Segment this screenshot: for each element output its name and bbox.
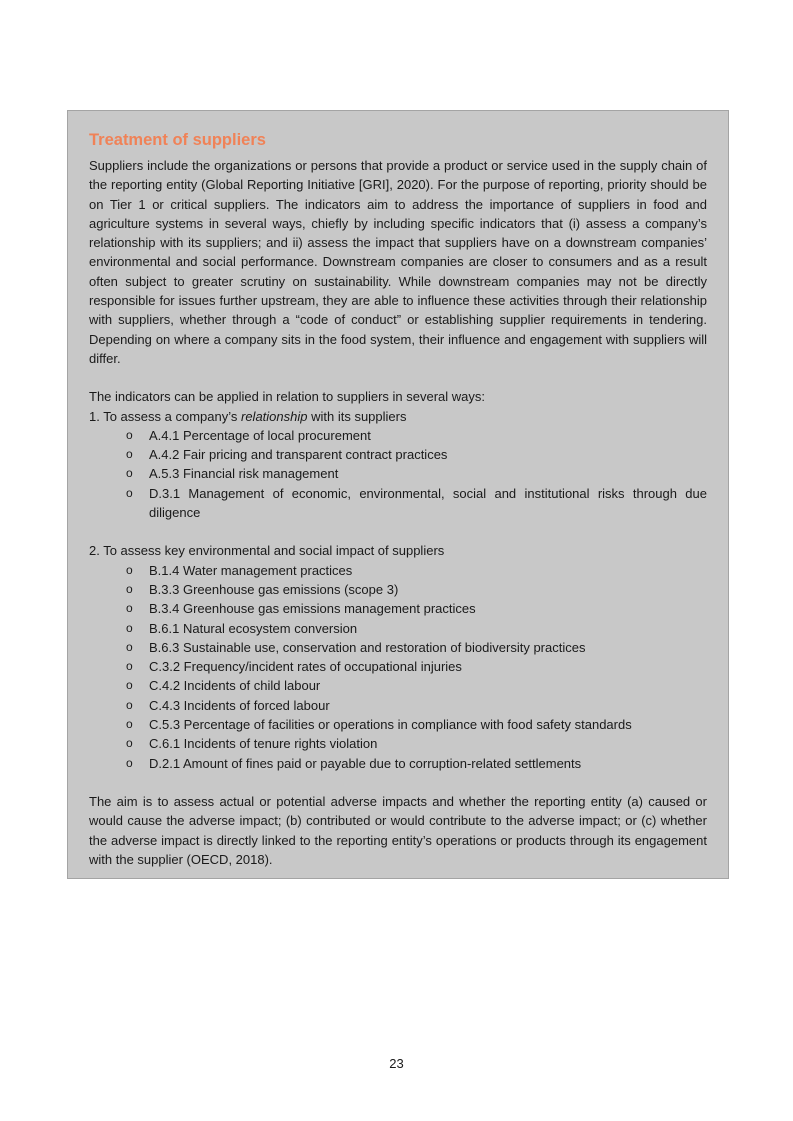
list-item-text: C.3.2 Frequency/incident rates of occupational injuries — [149, 659, 462, 675]
bullet-icon: o — [126, 466, 133, 481]
list-item — [89, 426, 707, 445]
list-item — [89, 638, 707, 657]
spacer — [89, 368, 707, 387]
list-item — [89, 464, 707, 483]
bullet-icon: o — [126, 562, 133, 577]
list2-heading: 2. To assess key environmental and social impact of suppliers — [89, 543, 445, 559]
box-title: Treatment of suppliers — [89, 131, 266, 149]
list-item — [89, 676, 707, 695]
list-item — [89, 619, 707, 638]
list-item — [89, 657, 707, 676]
bullet-icon: o — [126, 620, 133, 635]
list-item-text: B.1.4 Water management practices — [149, 562, 353, 578]
list1-heading — [89, 407, 707, 426]
list-item-text: B.3.4 Greenhouse gas emissions management practices — [149, 601, 476, 617]
spacer — [89, 773, 707, 792]
list-item — [89, 734, 707, 753]
list1-items — [89, 426, 707, 522]
bullet-icon: o — [126, 485, 133, 500]
list1-heading-prefix: 1. To assess a company’s — [89, 408, 241, 424]
list-item-text: A.4.2 Fair pricing and transparent contract practices — [149, 447, 448, 463]
applied-intro: The indicators can be applied in relation to suppliers in several ways: — [89, 389, 485, 405]
bullet-icon: o — [126, 736, 133, 751]
bullet-icon: o — [126, 697, 133, 712]
list-item — [89, 715, 707, 734]
bullet-icon: o — [126, 447, 133, 462]
list-item-text: B.6.1 Natural ecosystem conversion — [149, 620, 358, 636]
bullet-icon: o — [126, 427, 133, 442]
list-item-text: C.5.3 Percentage of facilities or operations in compliance with food safety standards — [149, 717, 632, 733]
list-item-text: C.6.1 Incidents of tenure rights violation — [149, 736, 378, 752]
list-item — [89, 580, 707, 599]
list-item-text: D.3.1 Management of economic, environmental, social and institutional risks through due diligence — [149, 485, 707, 521]
list2-items — [89, 561, 707, 773]
intro-paragraph: Suppliers include the organizations or persons that provide a product or service used in the supply chain of the reporting entity (Global Reporting Initiative [GRI], 2020). For the purpose of reporting, priority should be on Tier 1 or critical suppliers. The indicators aim to address the importance of suppliers in food and agriculture systems in several ways, chiefly by including specific indicators that (i) assess a company’s relationship with its suppliers; and ii) assess the impact that suppliers have on a downstream companies’ environmental and social performance. Downstream companies are closer to consumers and as a result often subject to greater scrutiny on sustainability. While downstream companies may not be directly responsible for issues further upstream, they are able to influence these activities through their relationship with suppliers, whether through a “code of conduct” or establishing supplier requirements in tendering. Depending on where a company sits in the food system, their influence and engagement with suppliers will differ. — [89, 158, 707, 366]
supplier-treatment-box — [67, 110, 729, 879]
list-item-text: C.4.3 Incidents of forced labour — [149, 697, 330, 713]
bullet-icon: o — [126, 717, 133, 732]
bullet-icon: o — [126, 755, 133, 770]
bullet-icon: o — [126, 659, 133, 674]
list-item-text: B.3.3 Greenhouse gas emissions (scope 3) — [149, 581, 399, 597]
bullet-icon: o — [126, 581, 133, 596]
spacer — [89, 522, 707, 541]
list-item-text: C.4.2 Incidents of child labour — [149, 678, 321, 694]
list1-heading-suffix: with its suppliers — [307, 408, 407, 424]
list-item — [89, 599, 707, 618]
bullet-icon: o — [126, 601, 133, 616]
list-item-text: A.4.1 Percentage of local procurement — [149, 427, 371, 443]
list-item — [89, 445, 707, 464]
list1-heading-emphasis: relationship — [241, 408, 308, 424]
list-item-text: B.6.3 Sustainable use, conservation and restoration of biodiversity practices — [149, 639, 586, 655]
list-item — [89, 696, 707, 715]
list-item — [89, 561, 707, 580]
bullet-icon: o — [126, 639, 133, 654]
list-item — [89, 484, 707, 523]
conclusion-paragraph: The aim is to assess actual or potential adverse impacts and whether the reporting entity (a) caused or would cause the adverse impact; (b) contributed or would contribute to the adverse impact; or (c) whether the adverse impact is directly linked to the reporting entity’s operations or products through its engagement with the supplier (OECD, 2018). — [89, 793, 707, 867]
bullet-icon: o — [126, 678, 133, 693]
list-item-text: A.5.3 Financial risk management — [149, 466, 339, 482]
list-item-text: D.2.1 Amount of fines paid or payable due to corruption-related settlements — [149, 755, 582, 771]
list-item — [89, 754, 707, 773]
page-number: 23 — [389, 1056, 404, 1071]
